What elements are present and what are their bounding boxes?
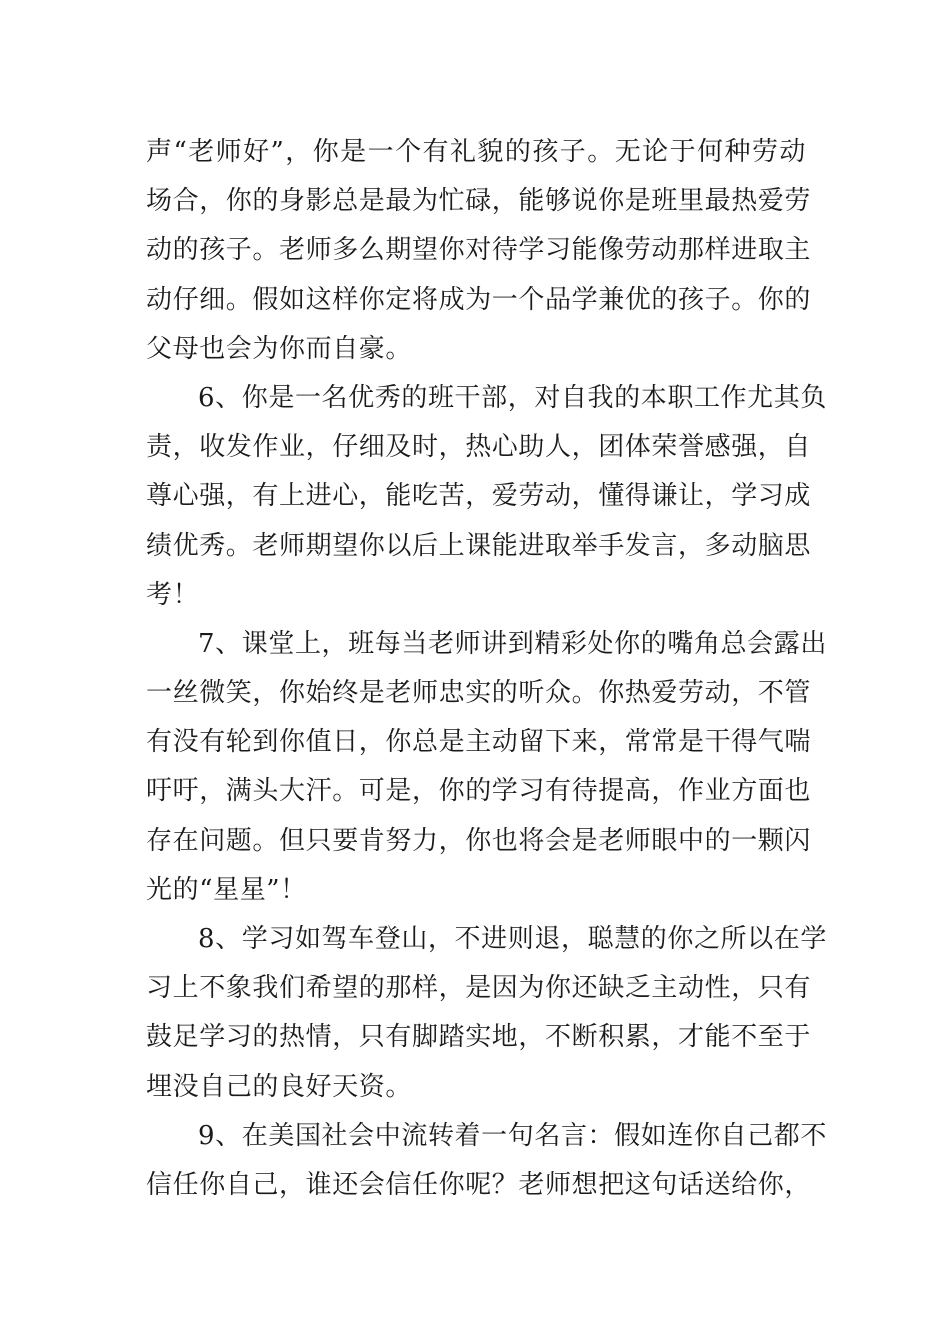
- text-line: 动仔细。假如这样你定将成为一个品学兼优的孩子。你的: [146, 284, 812, 315]
- text-line: 考！: [146, 579, 200, 610]
- paragraph-5-continued: [146, 128, 812, 374]
- text-line: 一丝微笑，你始终是老师忠实的听众。你热爱劳动，不管: [146, 678, 812, 709]
- text-line: 习上不象我们希望的那样，是因为你还缺乏主动性，只有: [146, 973, 812, 1004]
- text-line: 光的“星星”！: [146, 874, 307, 905]
- body-text: [146, 128, 827, 1210]
- text-line: 7、课堂上，班每当老师讲到精彩处你的嘴角总会露出: [198, 628, 827, 659]
- text-line: 信任你自己，谁还会信任你呢？老师想把这句话送给你，: [146, 1169, 812, 1200]
- text-line: 8、学习如驾车登山，不进则退，聪慧的你之所以在学: [198, 924, 827, 954]
- paragraph-7: [146, 620, 827, 915]
- text-line: 声“老师好”，你是一个有礼貌的孩子。无论于何种劳动: [146, 137, 806, 167]
- text-line: 场合，你的身影总是最为忙碌，能够说你是班里最热爱劳: [146, 186, 812, 217]
- text-line: 有没有轮到你值日，你总是主动留下来，常常是干得气喘: [146, 727, 812, 758]
- paragraph-6: [146, 374, 827, 620]
- text-line: 吁吁，满头大汗。可是，你的学习有待提高，作业方面也: [146, 776, 812, 807]
- paragraph-9: [146, 1112, 827, 1210]
- text-line: 埋没自己的良好天资。: [146, 1071, 413, 1102]
- text-line: 存在问题。但只要肯努力，你也将会是老师眼中的一颗闪: [146, 825, 812, 856]
- text-line: 鼓足学习的热情，只有脚踏实地，不断积累，才能不至于: [146, 1022, 812, 1053]
- text-line: 父母也会为你而自豪。: [146, 333, 413, 364]
- text-line: 尊心强，有上进心，能吃苦，爱劳动，懂得谦让，学习成: [146, 481, 812, 512]
- text-line: 责，收发作业，仔细及时，热心助人，团体荣誉感强，自: [146, 432, 812, 463]
- paragraph-8: [146, 915, 827, 1112]
- text-line: 9、在美国社会中流转着一句名言：假如连你自己都不: [198, 1120, 827, 1151]
- text-line: 6、你是一名优秀的班干部，对自我的本职工作尤其负: [198, 382, 827, 413]
- text-line: 绩优秀。老师期望你以后上课能进取举手发言，多动脑思: [146, 530, 812, 561]
- text-line: 动的孩子。老师多么期望你对待学习能像劳动那样进取主: [146, 235, 812, 266]
